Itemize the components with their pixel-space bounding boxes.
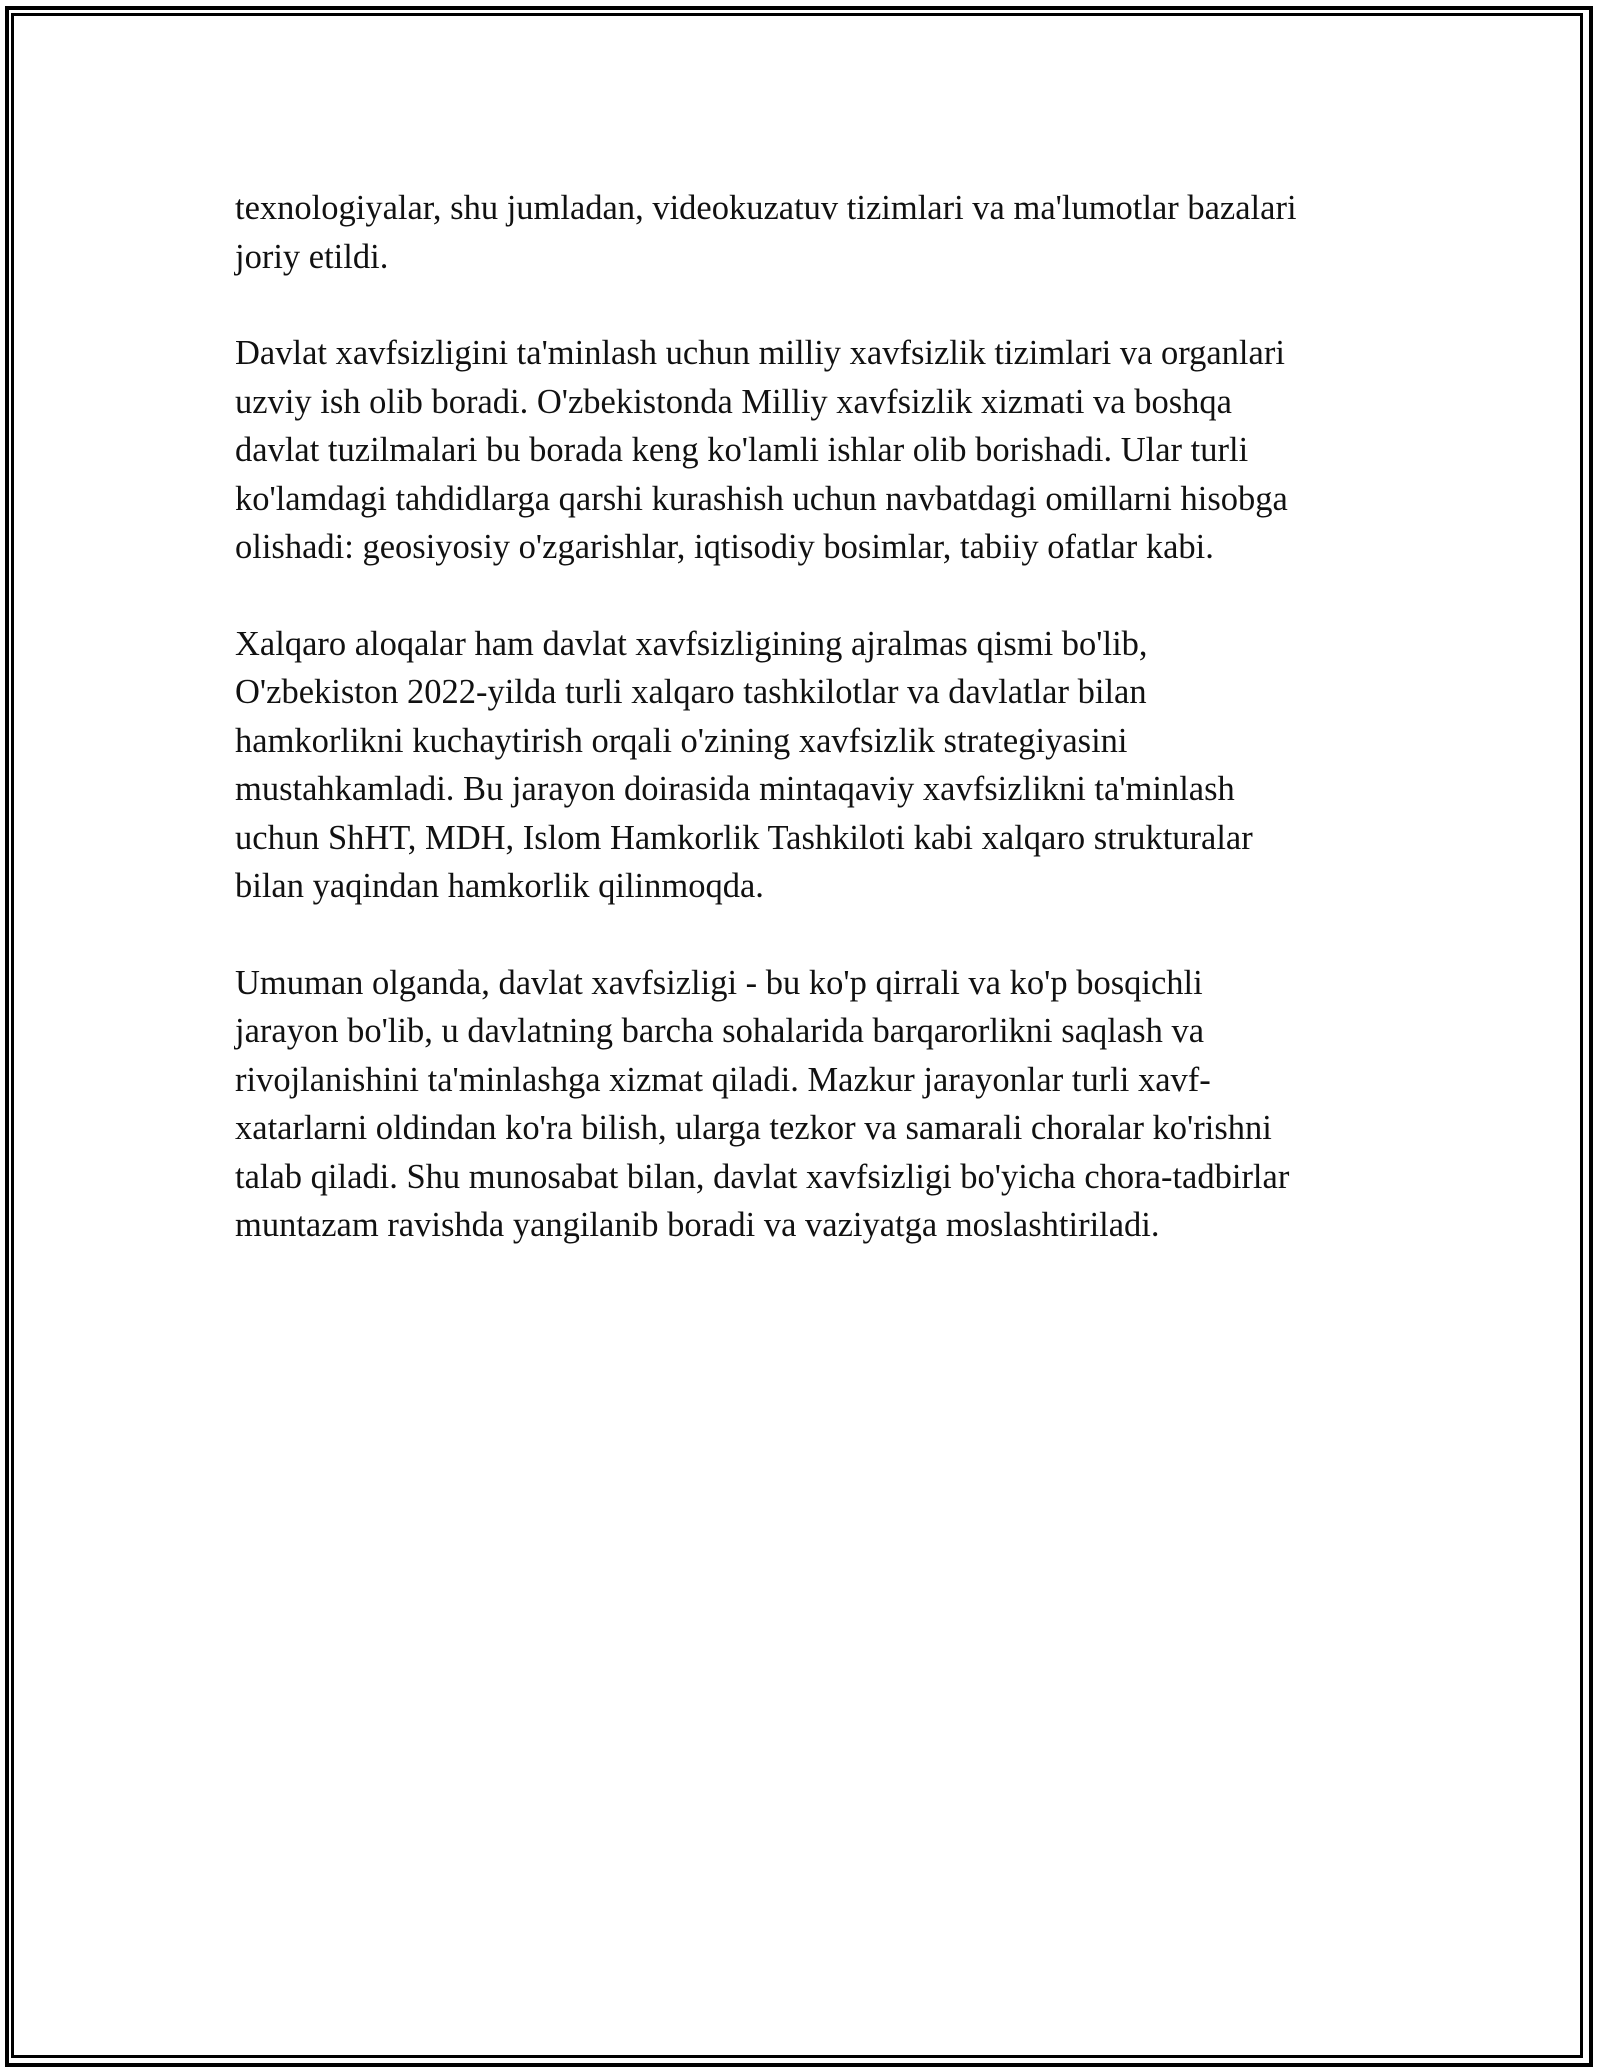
text-line: muntazam ravishda yangilanib boradi va vaziyatga moslashtiriladi. [235, 1206, 1160, 1244]
text-line: olishadi: geosiyosiy o'zgarishlar, iqtisodiy bosimlar, tabiiy ofatlar kabi. [235, 528, 1214, 566]
paragraph-technologies [235, 184, 1370, 281]
text-line: Xalqaro aloqalar ham davlat xavfsizligining ajralmas qismi bo'lib, [235, 624, 1148, 663]
text-line: uchun ShHT, MDH, Islom Hamkorlik Tashkiloti kabi xalqaro strukturalar [235, 818, 1253, 857]
text-line: texnologiyalar, shu jumladan, videokuzatuv tizimlari va ma'lumotlar bazalari [235, 189, 1297, 227]
text-line: rivojlanishini ta'minlashga xizmat qiladi. Mazkur jarayonlar turli xavf- [235, 1060, 1211, 1099]
text-line: joriy etildi. [235, 237, 389, 276]
text-line: talab qiladi. Shu munosabat bilan, davlat xavfsizligi bo'yicha chora-tadbirlar [235, 1157, 1290, 1196]
text-line: jarayon bo'lib, u davlatning barcha sohalarida barqarorlikni saqlash va [235, 1012, 1205, 1050]
text-line: davlat tuzilmalari bu borada keng ko'lamli ishlar olib borishadi. Ular turli [235, 431, 1249, 469]
paragraph-conclusion [235, 959, 1370, 1250]
paragraph-national-security-bodies [235, 329, 1370, 572]
document-body [235, 184, 1370, 1298]
text-line: Davlat xavfsizligini ta'minlash uchun milliy xavfsizlik tizimlari va organlari [235, 334, 1285, 372]
text-line: uzviy ish olib boradi. O'zbekistonda Milliy xavfsizlik xizmati va boshqa [235, 382, 1232, 421]
text-line: mustahkamladi. Bu jarayon doirasida mintaqaviy xavfsizlikni ta'minlash [235, 770, 1235, 808]
text-line: ko'lamdagi tahdidlarga qarshi kurashish uchun navbatdagi omillarni hisobga [235, 479, 1288, 518]
text-line: xatarlarni oldindan ko'ra bilish, ularga tezkor va samarali choralar ko'rishni [235, 1109, 1272, 1147]
text-line: O'zbekiston 2022-yilda turli xalqaro tashkilotlar va davlatlar bilan [235, 673, 1147, 711]
text-line: bilan yaqindan hamkorlik qilinmoqda. [235, 867, 764, 905]
text-line: Umuman olganda, davlat xavfsizligi - bu ko'p qirrali va ko'p bosqichli [235, 963, 1203, 1002]
paragraph-international-relations [235, 620, 1370, 911]
text-line: hamkorlikni kuchaytirish orqali o'zining xavfsizlik strategiyasini [235, 721, 1128, 760]
